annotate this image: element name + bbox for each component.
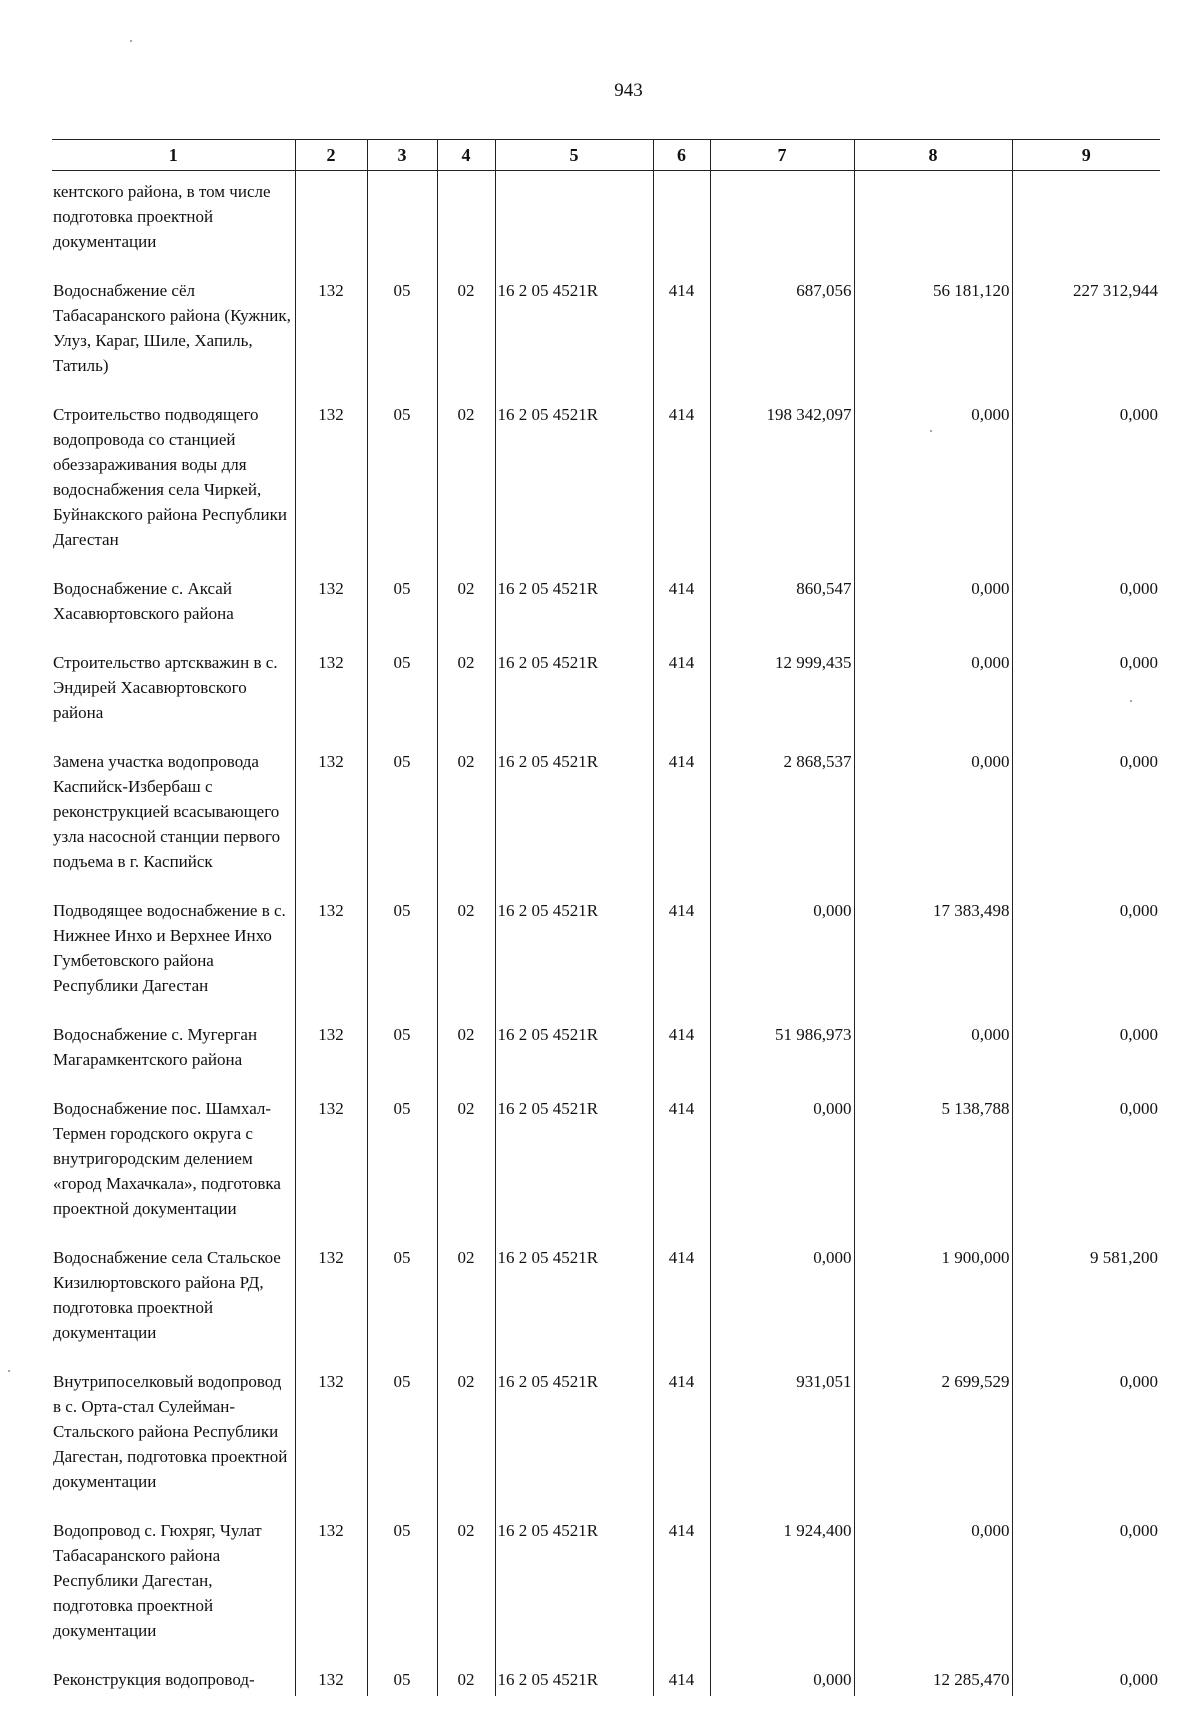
row-name-cell: Строительство артскважин в с. Эндирей Хасавюртовского района [52,640,295,739]
amount-col7-cell: 0,000 [710,888,854,1012]
expense-type-cell: 414 [653,1359,710,1508]
expense-type-cell [653,171,710,269]
scan-speck [1130,700,1132,702]
row-name-cell: кентского района, в том числе подготовка проектной документации [52,171,295,269]
section-cell [367,171,437,269]
row-name-cell: Водоснабжение сёл Табасаранского района (Кужник, Улуз, Караг, Шиле, Хапиль, Татиль) [52,268,295,392]
table-row [52,268,1160,392]
amount-col9-cell: 0,000 [1012,1657,1160,1696]
row-name-cell: Водоснабжение с. Аксай Хасавюртовского района [52,566,295,640]
target-article-cell: 16 2 05 4521R [495,1012,653,1086]
amount-col9-cell: 0,000 [1012,392,1160,566]
table-row [52,1508,1160,1657]
subsection-cell: 02 [437,268,495,392]
amount-col7-cell: 2 868,537 [710,739,854,888]
table-row [52,1359,1160,1508]
scan-speck [8,1370,10,1372]
row-name-cell: Подводящее водоснабжение в с. Нижнее Инхо и Верхнее Инхо Гумбетовского района Республики Дагестан [52,888,295,1012]
subsection-cell: 02 [437,1359,495,1508]
code-cell: 132 [295,640,367,739]
amount-col9-cell: 0,000 [1012,1012,1160,1086]
column-header: 7 [710,140,854,171]
amount-col7-cell: 198 342,097 [710,392,854,566]
amount-col8-cell: 2 699,529 [854,1359,1012,1508]
code-cell: 132 [295,1359,367,1508]
expense-type-cell: 414 [653,1508,710,1657]
target-article-cell [495,171,653,269]
table-row [52,171,1160,269]
section-cell: 05 [367,739,437,888]
section-cell: 05 [367,640,437,739]
section-cell: 05 [367,1086,437,1235]
amount-col9-cell: 0,000 [1012,640,1160,739]
subsection-cell: 02 [437,1235,495,1359]
table-row [52,1657,1160,1696]
target-article-cell: 16 2 05 4521R [495,1086,653,1235]
column-header: 3 [367,140,437,171]
expense-type-cell: 414 [653,1012,710,1086]
subsection-cell: 02 [437,566,495,640]
target-article-cell: 16 2 05 4521R [495,1657,653,1696]
subsection-cell: 02 [437,739,495,888]
table-row [52,739,1160,888]
target-article-cell: 16 2 05 4521R [495,640,653,739]
expense-type-cell: 414 [653,739,710,888]
expense-type-cell: 414 [653,392,710,566]
target-article-cell: 16 2 05 4521R [495,739,653,888]
target-article-cell: 16 2 05 4521R [495,1235,653,1359]
code-cell: 132 [295,1508,367,1657]
row-name-cell: Водопровод с. Гюхряг, Чулат Табасаранского района Республики Дагестан, подготовка проектной документации [52,1508,295,1657]
code-cell: 132 [295,392,367,566]
code-cell: 132 [295,1012,367,1086]
table-row [52,1235,1160,1359]
budget-table [52,139,1160,1696]
amount-col7-cell: 1 924,400 [710,1508,854,1657]
table-row [52,1086,1160,1235]
amount-col7-cell: 0,000 [710,1086,854,1235]
amount-col7-cell [710,171,854,269]
amount-col8-cell: 17 383,498 [854,888,1012,1012]
code-cell: 132 [295,1657,367,1696]
expense-type-cell: 414 [653,1086,710,1235]
amount-col8-cell: 0,000 [854,566,1012,640]
table-row [52,392,1160,566]
amount-col8-cell: 1 900,000 [854,1235,1012,1359]
section-cell: 05 [367,268,437,392]
amount-col9-cell: 0,000 [1012,566,1160,640]
code-cell: 132 [295,1235,367,1359]
section-cell: 05 [367,1235,437,1359]
section-cell: 05 [367,1359,437,1508]
amount-col7-cell: 931,051 [710,1359,854,1508]
amount-col7-cell: 0,000 [710,1657,854,1696]
amount-col7-cell: 12 999,435 [710,640,854,739]
amount-col7-cell: 0,000 [710,1235,854,1359]
subsection-cell: 02 [437,392,495,566]
target-article-cell: 16 2 05 4521R [495,1508,653,1657]
table-row [52,888,1160,1012]
row-name-cell: Замена участка водопровода Каспийск-Избербаш с реконструкцией всасывающего узла насосной станции первого подъема в г. Каспийск [52,739,295,888]
expense-type-cell: 414 [653,1657,710,1696]
table-row [52,640,1160,739]
section-cell: 05 [367,1508,437,1657]
row-name-cell: Реконструкция водопровод- [52,1657,295,1696]
target-article-cell: 16 2 05 4521R [495,392,653,566]
section-cell: 05 [367,1657,437,1696]
code-cell: 132 [295,566,367,640]
amount-col8-cell: 56 181,120 [854,268,1012,392]
row-name-cell: Водоснабжение села Стальское Кизилюртовского района РД, подготовка проектной документации [52,1235,295,1359]
table-body [52,171,1160,1697]
column-header: 4 [437,140,495,171]
amount-col9-cell: 0,000 [1012,1508,1160,1657]
subsection-cell: 02 [437,1086,495,1235]
column-header: 9 [1012,140,1160,171]
code-cell: 132 [295,739,367,888]
row-name-cell: Водоснабжение с. Мугерган Магарамкентского района [52,1012,295,1086]
target-article-cell: 16 2 05 4521R [495,888,653,1012]
expense-type-cell: 414 [653,640,710,739]
row-name-cell: Строительство подводящего водопровода со станцией обеззараживания воды для водоснабжения села Чиркей, Буйнакского района Республики Дагестан [52,392,295,566]
column-header: 5 [495,140,653,171]
scan-speck [930,430,932,432]
row-name-cell: Водоснабжение пос. Шамхал-Термен городского округа с внутригородским делением «город Махачкала», подготовка проектной документации [52,1086,295,1235]
amount-col8-cell: 0,000 [854,392,1012,566]
table-row [52,1012,1160,1086]
amount-col8-cell: 0,000 [854,1508,1012,1657]
amount-col9-cell: 0,000 [1012,1359,1160,1508]
amount-col9-cell: 0,000 [1012,888,1160,1012]
header-row [52,140,1160,171]
scan-speck [130,40,132,42]
subsection-cell [437,171,495,269]
amount-col8-cell: 12 285,470 [854,1657,1012,1696]
amount-col8-cell: 0,000 [854,1012,1012,1086]
row-name-cell: Внутрипоселковый водопровод в с. Орта-стал Сулейман-Стальского района Республики Дагестан, подготовка проектной документации [52,1359,295,1508]
amount-col8-cell: 5 138,788 [854,1086,1012,1235]
amount-col9-cell: 9 581,200 [1012,1235,1160,1359]
subsection-cell: 02 [437,640,495,739]
column-header: 6 [653,140,710,171]
amount-col8-cell: 0,000 [854,640,1012,739]
amount-col7-cell: 51 986,973 [710,1012,854,1086]
code-cell: 132 [295,888,367,1012]
amount-col9-cell: 0,000 [1012,1086,1160,1235]
column-header: 8 [854,140,1012,171]
amount-col7-cell: 687,056 [710,268,854,392]
section-cell: 05 [367,1012,437,1086]
amount-col7-cell: 860,547 [710,566,854,640]
subsection-cell: 02 [437,1657,495,1696]
column-header: 1 [52,140,295,171]
section-cell: 05 [367,888,437,1012]
subsection-cell: 02 [437,1012,495,1086]
section-cell: 05 [367,392,437,566]
expense-type-cell: 414 [653,268,710,392]
table-row [52,566,1160,640]
amount-col9-cell [1012,171,1160,269]
code-cell: 132 [295,1086,367,1235]
amount-col8-cell: 0,000 [854,739,1012,888]
section-cell: 05 [367,566,437,640]
code-cell [295,171,367,269]
amount-col9-cell: 227 312,944 [1012,268,1160,392]
target-article-cell: 16 2 05 4521R [495,566,653,640]
expense-type-cell: 414 [653,566,710,640]
target-article-cell: 16 2 05 4521R [495,268,653,392]
expense-type-cell: 414 [653,888,710,1012]
code-cell: 132 [295,268,367,392]
subsection-cell: 02 [437,1508,495,1657]
target-article-cell: 16 2 05 4521R [495,1359,653,1508]
column-header: 2 [295,140,367,171]
expense-type-cell: 414 [653,1235,710,1359]
subsection-cell: 02 [437,888,495,1012]
amount-col9-cell: 0,000 [1012,739,1160,888]
page-number: 943 [614,80,643,101]
amount-col8-cell [854,171,1012,269]
